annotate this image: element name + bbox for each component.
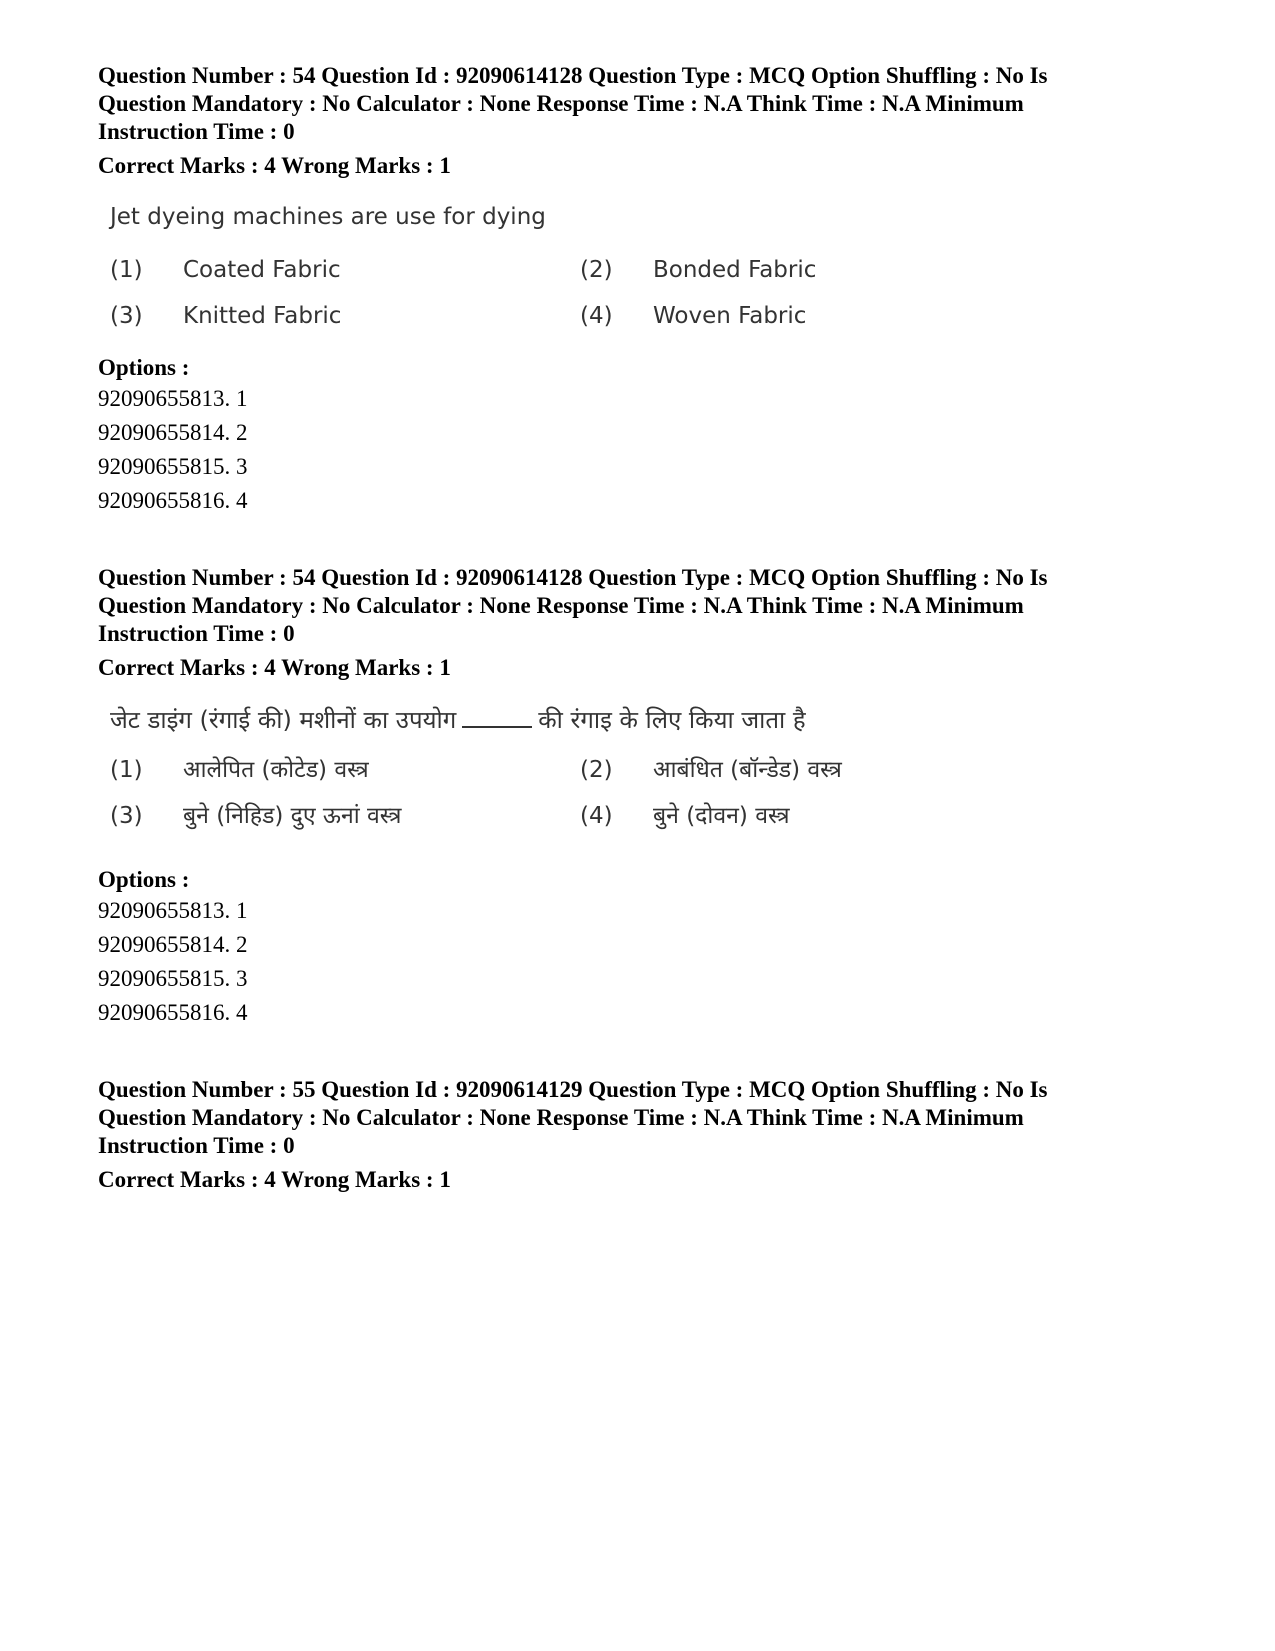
option-item: 92090655813. 1 — [98, 386, 248, 411]
choice-1 — [110, 754, 580, 786]
option-item: 92090655813. 1 — [98, 898, 248, 923]
choice-4 — [580, 300, 880, 332]
question-meta: Question Number : 55 Question Id : 92090614129 Question Type : MCQ Option Shuffling : No Is Question Mandatory : No Calculator : None Response Time : N.A Think Time : N.A Minimum Instruction Time : 0 — [98, 1077, 1048, 1158]
question-meta: Question Number : 54 Question Id : 92090614128 Question Type : MCQ Option Shuffling : No Is Question Mandatory : No Calculator : None Response Time : N.A Think Time : N.A Minimum Instruction Time : 0 — [98, 63, 1048, 144]
option-item: 92090655816. 4 — [98, 488, 248, 513]
option-item: 92090655815. 3 — [98, 454, 248, 479]
choice-text: बुने (दोवन) वस्त्र — [653, 803, 790, 829]
question-text — [110, 704, 1178, 736]
option-item: 92090655814. 2 — [98, 932, 248, 957]
option-item: 92090655815. 3 — [98, 966, 248, 991]
option-item: 92090655816. 4 — [98, 1000, 248, 1025]
question-block-1 — [98, 62, 1178, 518]
question-image — [110, 704, 1178, 832]
options-heading: Options : — [98, 867, 190, 892]
question-text: Jet dyeing machines are use for dying — [110, 204, 546, 230]
choice-2 — [580, 754, 880, 786]
question-image — [110, 202, 1178, 332]
question-text-before-blank: जेट डाइंग (रंगाई की) मशीनों का उपयोग — [110, 706, 457, 734]
question-marks: Correct Marks : 4 Wrong Marks : 1 — [98, 1167, 451, 1192]
question-text-after-blank: की रंगाइ के लिए किया जाता है — [538, 706, 806, 734]
document-page — [98, 62, 1178, 1194]
option-item: 92090655814. 2 — [98, 420, 248, 445]
choice-number: (3) — [110, 303, 143, 329]
question-block-3 — [98, 1076, 1178, 1194]
choice-text: Coated Fabric — [183, 257, 341, 283]
blank-line — [462, 704, 532, 728]
choice-number: (1) — [110, 257, 143, 283]
question-marks: Correct Marks : 4 Wrong Marks : 1 — [98, 153, 451, 178]
choice-2 — [580, 254, 880, 286]
choice-number: (1) — [110, 757, 143, 783]
choice-4 — [580, 800, 880, 832]
choice-text: Woven Fabric — [653, 303, 807, 329]
options-heading: Options : — [98, 355, 190, 380]
choice-text: आलेपित (कोटेड) वस्त्र — [183, 757, 369, 783]
choice-number: (3) — [110, 803, 143, 829]
choice-grid — [110, 754, 1178, 832]
choice-number: (2) — [580, 757, 613, 783]
choice-text: Bonded Fabric — [653, 257, 817, 283]
choice-grid — [110, 254, 1178, 332]
choice-text: आबंधित (बॉन्डेड) वस्त्र — [653, 757, 842, 783]
choice-3 — [110, 300, 580, 332]
choice-number: (4) — [580, 303, 613, 329]
choice-text: बुने (निहिड) दुए ऊनां वस्त्र — [183, 803, 402, 829]
choice-1 — [110, 254, 580, 286]
choice-3 — [110, 800, 580, 832]
question-marks: Correct Marks : 4 Wrong Marks : 1 — [98, 655, 451, 680]
choice-text: Knitted Fabric — [183, 303, 342, 329]
question-block-2 — [98, 564, 1178, 1030]
choice-number: (4) — [580, 803, 613, 829]
question-meta: Question Number : 54 Question Id : 92090614128 Question Type : MCQ Option Shuffling : No Is Question Mandatory : No Calculator : None Response Time : N.A Think Time : N.A Minimum Instruction Time : 0 — [98, 565, 1048, 646]
choice-number: (2) — [580, 257, 613, 283]
